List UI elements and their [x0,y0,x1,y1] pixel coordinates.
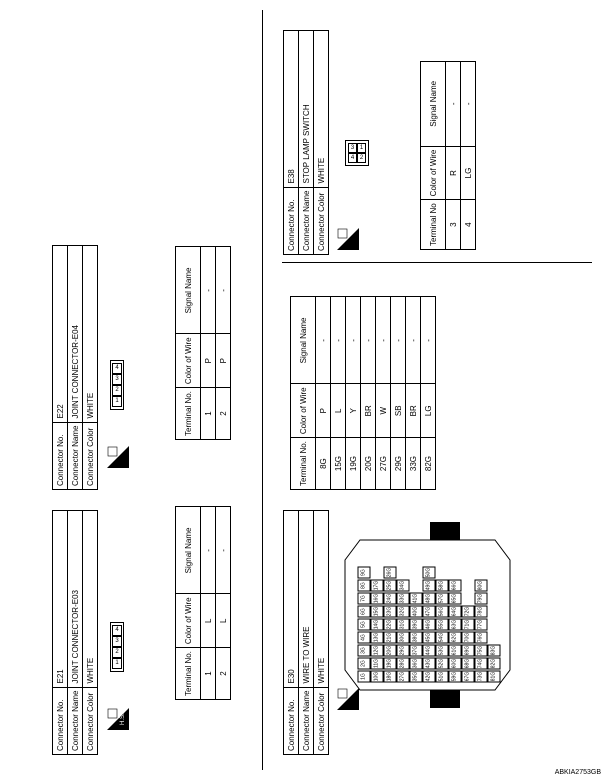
e30-cavity: 31G [397,619,410,631]
table-row: 1 L - [201,507,216,700]
e21-pin: 2 [112,647,122,658]
table-row: 20G BR - [361,297,376,490]
e30-cavity: 60G [449,658,462,670]
e22-terminal-table [175,246,231,440]
e38-pin: 1 [357,143,366,153]
e30-cavity: 29G [397,645,410,657]
table-row: 82G LG - [421,297,436,490]
e30-cavity: 75G [475,645,488,657]
e30-cavity: 6G [358,606,371,618]
e22-pin: 3 [112,374,122,385]
col-signal-name: Signal Name [176,247,201,334]
e30-cavity: 82G [488,658,501,670]
e30-cavity: 61G [449,645,462,657]
e30-terminal-table [290,296,436,490]
e22-name: JOINT CONNECTOR-E04 [68,245,83,422]
e30-cavity: 66G [449,580,462,592]
table-row: 33G BR - [406,297,421,490]
e30-cavity: 21G [384,632,397,644]
e30-cavity: 9G [358,567,371,579]
e21-pin: 3 [112,636,122,647]
col-terminal-no: Terminal No. [176,648,201,700]
e30-cavity: 53G [436,645,449,657]
table-row: 2 P - [216,247,231,440]
e30-cavity: 24G [384,593,397,605]
e21-number: E21 [53,510,68,687]
e30-cavity: 47G [423,606,436,618]
label-connector-color: Connector Color [314,187,329,254]
e30-cavity: 1G [358,671,371,683]
e30-cavity: 38G [410,632,423,644]
e38-terminal-table [420,61,476,250]
label-connector-no: Connector No. [53,422,68,489]
e30-cavity: 70G [462,632,475,644]
e30-color: WHITE [314,510,329,687]
e30-cavity: 10G [371,671,384,683]
e30-cavity: 42G [423,671,436,683]
e30-cavity: 46G [423,619,436,631]
e30-cavity: 69G [462,645,475,657]
e30-cavity: 35G [410,671,423,683]
e21-pin-face [110,622,124,672]
col-wire-color: Color of Wire [176,334,201,388]
e30-cavity: 5G [358,619,371,631]
e30-cavity: 19G [384,658,397,670]
e30-cavity: 49G [423,580,436,592]
hs-label: H.S. [120,713,126,725]
e30-cavity: 27G [397,671,410,683]
e30-cavity: 18G [384,671,397,683]
right-divider [282,262,592,263]
e30-cavity: 57G [436,593,449,605]
e30-cavity: 41G [410,593,423,605]
col-terminal-no: Terminal No. [291,438,316,490]
label-connector-no: Connector No. [53,687,68,754]
e38-number: E38 [284,30,299,187]
e21-color: WHITE [83,510,98,687]
e30-cavity: 67G [462,671,475,683]
hs-icon [107,708,129,730]
e38-pin-face [345,140,369,166]
label-connector-color: Connector Color [83,687,98,754]
e30-cavity: 2G [358,658,371,670]
e21-name: JOINT CONNECTOR-E03 [68,510,83,687]
e30-cavity: 77G [475,619,488,631]
e21-pin: 4 [112,625,122,636]
table-row: 1 P - [201,247,216,440]
e22-pin: 2 [112,385,122,396]
table-row: 2 L - [216,507,231,700]
e30-lock-bottom [430,690,460,708]
e30-cavity: 72G [462,606,475,618]
label-connector-color: Connector Color [314,687,329,754]
e22-connector-info [52,245,98,490]
e30-cavity: 20G [384,645,397,657]
hs-icon [337,228,359,250]
e30-cavity: 71G [462,619,475,631]
table-row: 8G P - [316,297,331,490]
e30-cavity: 25G [384,580,397,592]
e38-pin: 2 [357,153,366,163]
e30-cavity: 51G [436,671,449,683]
table-row: 4 LG - [461,62,476,250]
e38-name: STOP LAMP SWITCH [299,30,314,187]
e38-pin: 4 [348,153,357,163]
e30-cavity: 50G [423,567,436,579]
e30-cavity: 26G [384,567,397,579]
e30-cavity: 17G [371,580,384,592]
label-connector-color: Connector Color [83,422,98,489]
e30-cavity: 3G [358,645,371,657]
e30-cavity: 44G [423,645,436,657]
e30-cavity: 73G [475,671,488,683]
col-wire-color: Color of Wire [176,594,201,648]
e30-number: E30 [284,510,299,687]
table-row: 19G Y - [346,297,361,490]
col-wire-color: Color of Wire [291,384,316,438]
col-signal-name: Signal Name [291,297,316,384]
e30-cavity: 16G [371,593,384,605]
label-connector-name: Connector Name [299,187,314,254]
e30-cavity: 68G [462,658,475,670]
e38-color: WHITE [314,30,329,187]
e30-cavity: 78G [475,606,488,618]
figure-code: ABKIA2753GB [554,769,601,776]
e38-connector-info [283,30,329,255]
e30-cavity: 63G [449,619,462,631]
e30-cavity: 45G [423,632,436,644]
e30-cavity: 14G [371,619,384,631]
e30-cavity: 83G [488,645,501,657]
e30-cavity: 74G [475,658,488,670]
e30-cavity: 43G [423,658,436,670]
e30-cavity: 39G [410,619,423,631]
e30-cavity: 62G [449,632,462,644]
e30-cavity: 56G [436,606,449,618]
e30-cavity: 11G [371,658,384,670]
e30-cavity: 40G [410,606,423,618]
label-connector-no: Connector No. [284,687,299,754]
e30-cavity: 7G [358,593,371,605]
hs-icon [107,446,129,468]
e30-cavity: 12G [371,645,384,657]
col-terminal-no: Terminal No [421,200,446,250]
e30-cavity: 30G [397,632,410,644]
e22-pin: 4 [112,363,122,374]
e30-cavity: 28G [397,658,410,670]
table-row: 29G SB - [391,297,406,490]
e30-cavity: 32G [397,606,410,618]
e30-cavity: 15G [371,606,384,618]
e30-cavity: 23G [384,606,397,618]
e30-cavity: 4G [358,632,371,644]
col-wire-color: Color of Wire [421,146,446,200]
e30-cavity: 33G [397,593,410,605]
e30-connector-info [283,510,329,755]
e22-pin-face [110,360,124,410]
center-divider [262,10,263,770]
table-row: 15G L - [331,297,346,490]
e21-pin: 1 [112,658,122,669]
e22-pin: 1 [112,396,122,407]
e22-color: WHITE [83,245,98,422]
e38-pin: 3 [348,143,357,153]
e30-cavity: 8G [358,580,371,592]
label-connector-name: Connector Name [68,422,83,489]
e30-connector-face [340,520,515,710]
e30-lock-top [430,522,460,540]
col-signal-name: Signal Name [421,62,446,147]
e30-cavity: 22G [384,619,397,631]
e21-terminal-table [175,506,231,700]
label-connector-name: Connector Name [299,687,314,754]
e30-cavity: 37G [410,645,423,657]
e30-cavity: 55G [436,619,449,631]
e30-cavity: 65G [449,593,462,605]
e30-cavity: 48G [423,593,436,605]
e30-name: WIRE TO WIRE [299,510,314,687]
e30-cavity: 58G [436,580,449,592]
table-row: 3 R - [446,62,461,250]
e30-cavity: 13G [371,632,384,644]
e30-cavity: 81G [488,671,501,683]
e30-cavity: 54G [436,632,449,644]
col-terminal-no: Terminal No. [176,388,201,440]
table-row: 27G W - [376,297,391,490]
e30-cavity: 76G [475,632,488,644]
e30-cavity: 52G [436,658,449,670]
e21-connector-info [52,510,98,755]
label-connector-name: Connector Name [68,687,83,754]
e30-cavity: 36G [410,658,423,670]
label-connector-no: Connector No. [284,187,299,254]
e30-cavity: 80G [475,580,488,592]
e30-cavity: 34G [397,580,410,592]
e30-cavity: 79G [475,593,488,605]
e30-cavity: 64G [449,606,462,618]
col-signal-name: Signal Name [176,507,201,594]
e30-cavity: 59G [449,671,462,683]
e22-number: E22 [53,245,68,422]
